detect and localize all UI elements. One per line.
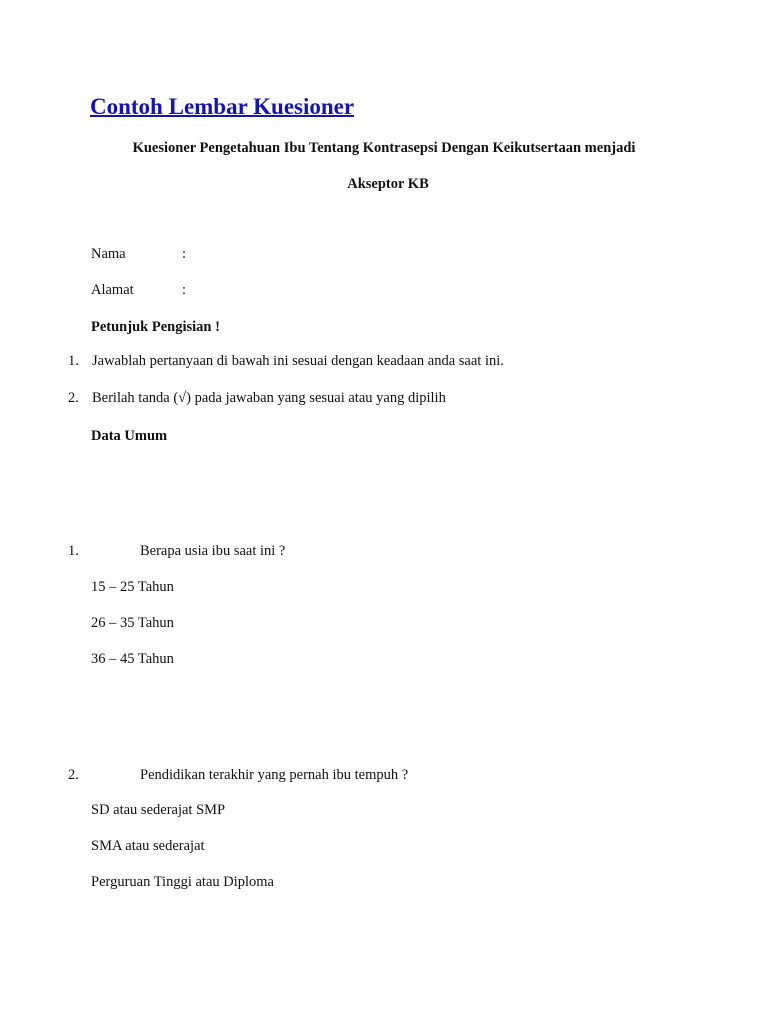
field-separator: :: [182, 282, 187, 298]
answer-option: SMA atau sederajat: [91, 838, 205, 854]
instruction-text: Jawablah pertanyaan di bawah ini sesuai dengan keadaan anda saat ini.: [92, 353, 504, 369]
instruction-number: 1.: [68, 353, 79, 369]
answer-option: Perguruan Tinggi atau Diploma: [91, 874, 274, 890]
subtitle-line-1: Kuesioner Pengetahuan Ibu Tentang Kontrasepsi Dengan Keikutsertaan menjadi: [132, 140, 636, 156]
section-heading: Data Umum: [91, 428, 168, 444]
field-separator: :: [182, 246, 187, 262]
question-text: Pendidikan terakhir yang pernah ibu tempuh ?: [140, 767, 409, 783]
answer-option: 26 – 35 Tahun: [91, 615, 174, 631]
subtitle-line-2: Akseptor KB: [347, 176, 429, 192]
instruction-text: Berilah tanda (√) pada jawaban yang sesuai atau yang dipilih: [92, 390, 446, 406]
field-label-alamat: Alamat: [91, 282, 134, 298]
answer-option: 36 – 45 Tahun: [91, 651, 174, 667]
question-number: 2.: [68, 767, 79, 783]
answer-option: SD atau sederajat SMP: [91, 802, 226, 818]
question-text: Berapa usia ibu saat ini ?: [140, 543, 286, 559]
answer-option: 15 – 25 Tahun: [91, 579, 174, 595]
field-label-nama: Nama: [91, 246, 126, 262]
instruction-number: 2.: [68, 390, 79, 406]
instructions-heading: Petunjuk Pengisian !: [91, 319, 220, 335]
document-title[interactable]: Contoh Lembar Kuesioner: [90, 94, 355, 119]
question-number: 1.: [68, 543, 79, 559]
